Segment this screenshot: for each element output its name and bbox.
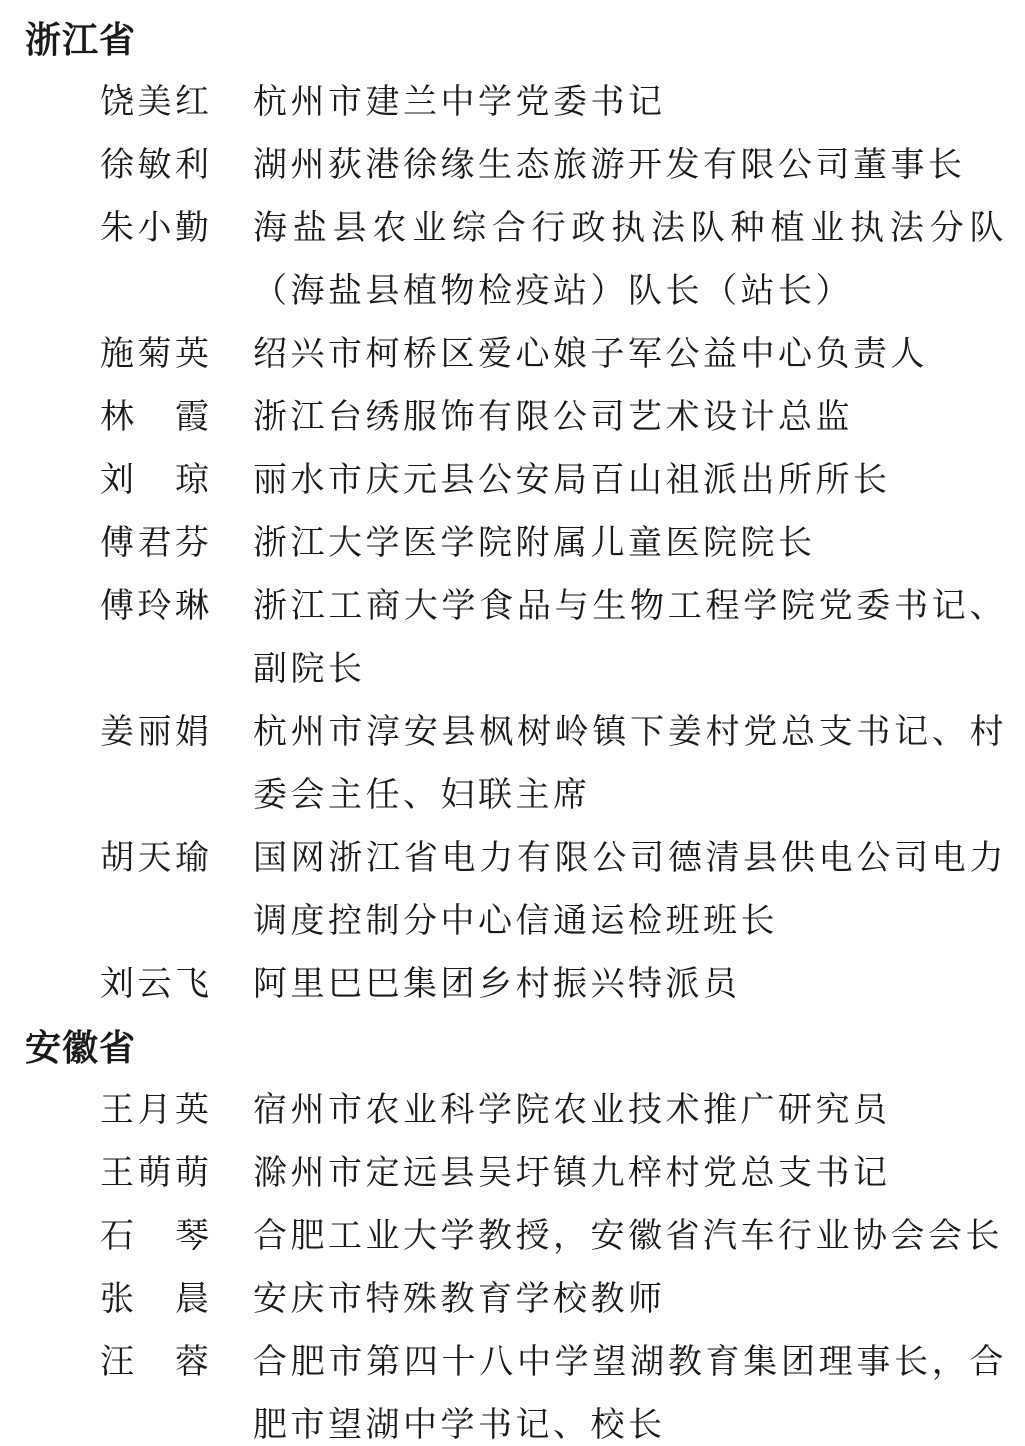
list-item — [0, 386, 1025, 449]
person-title: 湖州荻港徐缘生态旅游开发有限公司董事长 — [253, 147, 966, 184]
entry-list — [0, 71, 1025, 1016]
person-title: 海盐县农业综合行政执法队种植业执法分队（海盐县植物检疫站）队长（站长） — [253, 210, 1007, 310]
list-item — [0, 1268, 1025, 1331]
list-item — [0, 512, 1025, 575]
person-name: 王萌萌 — [100, 1155, 213, 1192]
person-name: 傅君芬 — [100, 525, 213, 562]
person-title: 绍兴市柯桥区爱心娘子军公益中心负责人 — [253, 336, 928, 373]
person-name: 汪 蓉 — [100, 1344, 213, 1381]
person-title: 浙江工商大学食品与生物工程学院党委书记、副院长 — [253, 588, 1007, 688]
person-title: 滁州市定远县吴圩镇九梓村党总支书记 — [253, 1155, 891, 1192]
person-title: 安庆市特殊教育学校教师 — [253, 1281, 666, 1318]
province-section — [0, 8, 1025, 1016]
person-title: 浙江大学医学院附属儿童医院院长 — [253, 525, 816, 562]
person-name: 徐敏利 — [100, 147, 213, 184]
person-title: 宿州市农业科学院农业技术推广研究员 — [253, 1092, 891, 1129]
person-name: 朱小勤 — [100, 210, 213, 247]
person-title: 国网浙江省电力有限公司德清县供电公司电力调度控制分中心信通运检班班长 — [253, 840, 1007, 940]
list-item — [0, 197, 1025, 323]
person-name: 施菊英 — [100, 336, 213, 373]
list-item — [0, 953, 1025, 1016]
person-name: 刘 琼 — [100, 462, 213, 499]
person-title: 丽水市庆元县公安局百山祖派出所所长 — [253, 462, 891, 499]
person-name: 王月英 — [100, 1092, 213, 1129]
province-header: 浙江省 — [25, 19, 137, 60]
list-item — [0, 1331, 1025, 1446]
person-name: 姜丽娟 — [100, 714, 213, 751]
person-name: 刘云飞 — [100, 966, 213, 1003]
person-name: 石 琴 — [100, 1218, 213, 1255]
list-item — [0, 134, 1025, 197]
list-item — [0, 827, 1025, 953]
province-section — [0, 1016, 1025, 1446]
list-item — [0, 701, 1025, 827]
person-name: 饶美红 — [100, 84, 213, 121]
province-header: 安徽省 — [25, 1027, 137, 1068]
person-name: 张 晨 — [100, 1281, 213, 1318]
person-title: 合肥市第四十八中学望湖教育集团理事长，合肥市望湖中学书记、校长 — [253, 1344, 1007, 1444]
list-item — [0, 575, 1025, 701]
person-title: 阿里巴巴集团乡村振兴特派员 — [253, 966, 741, 1003]
person-name: 胡天瑜 — [100, 840, 213, 877]
list-item — [0, 1142, 1025, 1205]
person-name: 林 霞 — [100, 399, 213, 436]
person-title: 浙江台绣服饰有限公司艺术设计总监 — [253, 399, 853, 436]
person-title: 杭州市建兰中学党委书记 — [253, 84, 666, 121]
list-item — [0, 323, 1025, 386]
person-name: 傅玲琳 — [100, 588, 213, 625]
person-title: 杭州市淳安县枫树岭镇下姜村党总支书记、村委会主任、妇联主席 — [253, 714, 1007, 814]
list-item — [0, 449, 1025, 512]
person-title: 合肥工业大学教授，安徽省汽车行业协会会长 — [253, 1218, 1003, 1255]
entry-list — [0, 1079, 1025, 1446]
list-item — [0, 71, 1025, 134]
list-item — [0, 1079, 1025, 1142]
list-item — [0, 1205, 1025, 1268]
